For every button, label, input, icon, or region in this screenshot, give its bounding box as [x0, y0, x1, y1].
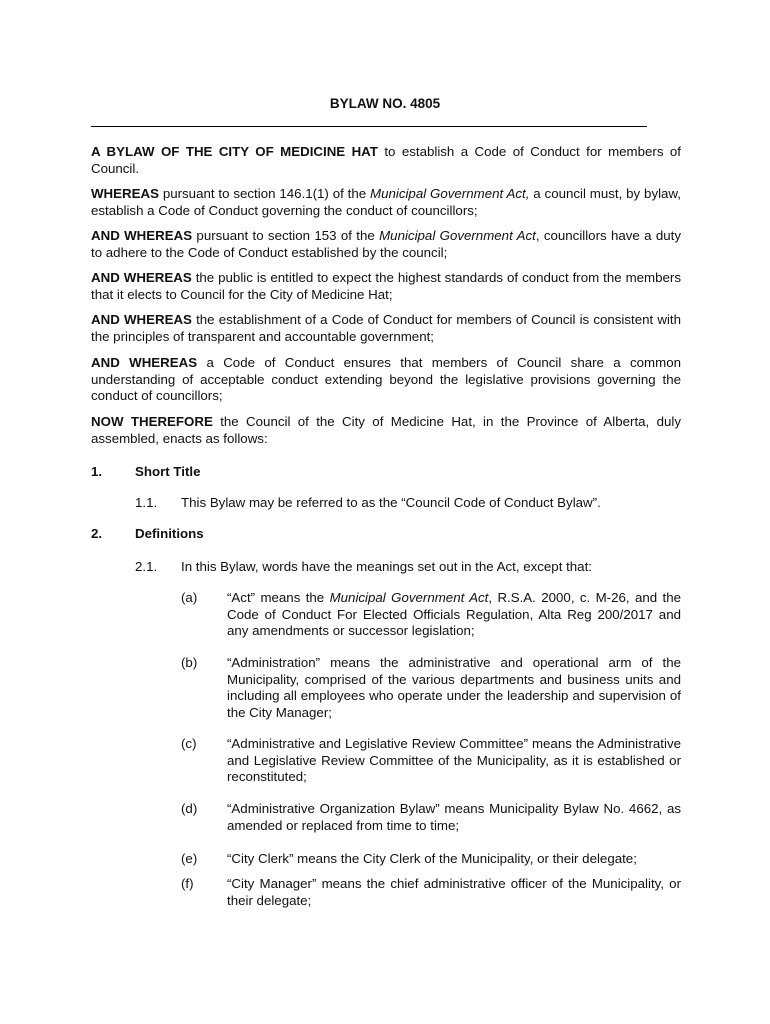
preamble-paragraph: AND WHEREAS a Code of Conduct ensures that members of Council share a common understanding of acceptable conduct extending beyond the legislative provisions governing the conduct of councillors; [91, 355, 682, 403]
definition-text: “Administrative Organization Bylaw” means Municipality Bylaw No. 4662, as amended or replaced from time to time; [227, 801, 681, 833]
definition-label: (a) [181, 590, 198, 605]
subsection-number: 1.1. [135, 495, 158, 510]
bylaw-title: BYLAW NO. 4805 [329, 96, 441, 111]
section-number: 1. [91, 464, 103, 479]
definition-text: “City Clerk” means the City Clerk of the Municipality, or their delegate; [227, 851, 637, 866]
definition-label: (b) [181, 655, 198, 670]
definition-text: “Act” means the Municipal Government Act, R.S.A. 2000, c. M-26, and the Code of Conduct For Elected Officials Regulation, Alta Reg 200/2017 and any amendments or successor legislation; [227, 590, 681, 638]
definition-text: “Administrative and Legislative Review Committee” means the Administrative and Legislative Review Committee of the Municipality, as it is established or reconstituted; [227, 736, 681, 784]
definition-label: (c) [181, 736, 197, 751]
subsection-text: This Bylaw may be referred to as the “Council Code of Conduct Bylaw”. [181, 495, 601, 510]
definition-text: “Administration” means the administrative and operational arm of the Municipality, comprised of the various departments and business units and including all employees who operate under the leadership and supervision of the City Manager; [227, 655, 681, 720]
section-heading: Short Title [135, 464, 201, 479]
preamble-paragraph: AND WHEREAS pursuant to section 153 of the Municipal Government Act, councillors have a duty to adhere to the Code of Conduct established by the council; [91, 228, 681, 260]
definition-label: (e) [181, 851, 198, 866]
definition-text: “City Manager” means the chief administrative officer of the Municipality, or their delegate; [227, 876, 681, 908]
preamble-paragraph: AND WHEREAS the establishment of a Code of Conduct for members of Council is consistent with the principles of transparent and accountable government; [91, 312, 681, 344]
definition-label: (d) [181, 801, 198, 816]
enacting-clause: NOW THEREFORE the Council of the City of Medicine Hat, in the Province of Alberta, duly assembled, enacts as follows: [91, 414, 681, 446]
definition-label: (f) [181, 876, 194, 891]
title-underline [91, 126, 647, 127]
section-heading: Definitions [135, 526, 204, 541]
subsection-number: 2.1. [135, 559, 158, 574]
preamble-paragraph: A BYLAW OF THE CITY OF MEDICINE HAT to establish a Code of Conduct for members of Council. [91, 144, 682, 176]
preamble-paragraph: AND WHEREAS the public is entitled to expect the highest standards of conduct from the members that it elects to Council for the City of Medicine Hat; [91, 270, 681, 302]
subsection-text: In this Bylaw, words have the meanings set out in the Act, except that: [181, 559, 592, 574]
preamble-paragraph: WHEREAS pursuant to section 146.1(1) of the Municipal Government Act, a council must, by bylaw, establish a Code of Conduct governing the conduct of councillors; [91, 186, 681, 218]
section-number: 2. [91, 526, 103, 541]
